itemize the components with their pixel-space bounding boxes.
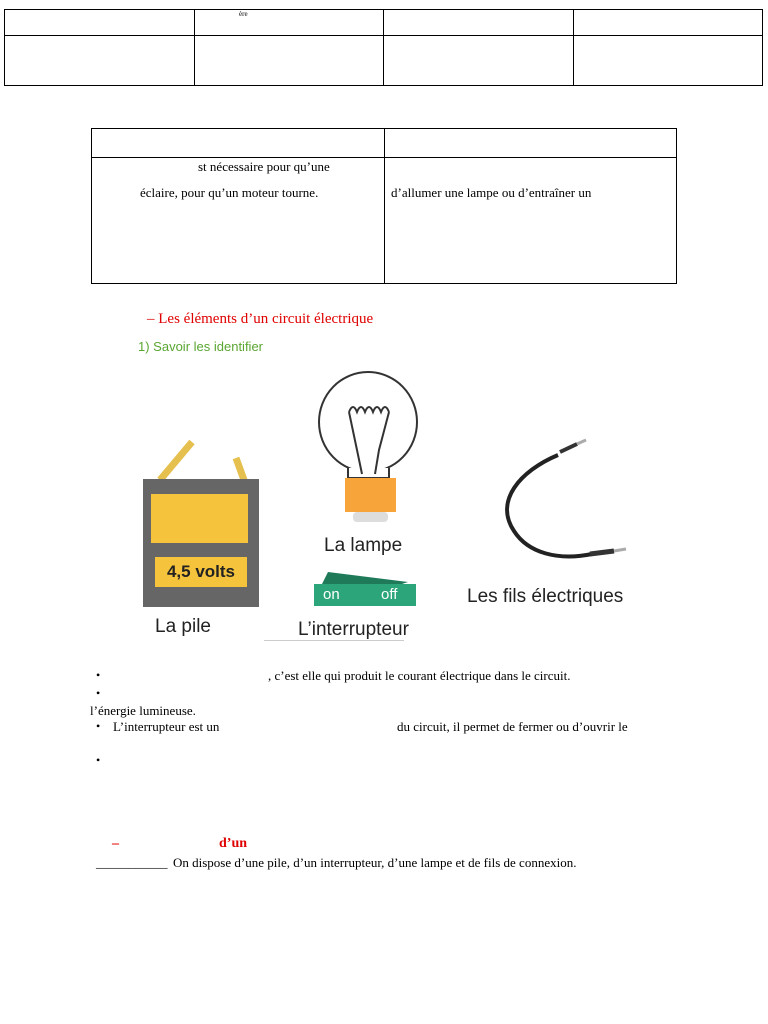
battery-voltage-text: 4,5 volts xyxy=(166,562,236,581)
definition-cell-right xyxy=(385,158,677,284)
header-cell xyxy=(5,10,195,36)
battery-terminal xyxy=(160,442,192,480)
wire-connector xyxy=(560,444,577,452)
lamp-label: La lampe xyxy=(324,535,403,556)
part2-title-fragment: d’un xyxy=(219,836,248,851)
header-cell xyxy=(194,36,384,86)
battery-label: La pile xyxy=(155,616,211,637)
superscript-text: ère xyxy=(239,10,248,18)
bullet-marker: • xyxy=(96,753,101,767)
bullet-marker: • xyxy=(96,686,101,700)
wires-label: Les fils électriques xyxy=(467,586,624,607)
wire-pin xyxy=(614,549,626,551)
bullet-text-3-end: du circuit, il permet de fermer ou d’ouvrir le xyxy=(397,719,628,734)
lamp-illustration xyxy=(313,370,423,530)
bullet-marker: • xyxy=(96,668,101,682)
wire-pin xyxy=(577,440,586,444)
wire-connector xyxy=(590,551,614,554)
definition-table xyxy=(91,128,677,284)
table-text-left-1: st nécessaire pour qu’une xyxy=(198,159,330,174)
definition-header-cell xyxy=(92,129,385,158)
wire-cable xyxy=(507,455,592,556)
lamp-tip xyxy=(353,512,388,522)
lamp-base xyxy=(345,478,396,512)
header-cell xyxy=(384,10,574,36)
bullet-marker: • xyxy=(96,719,101,733)
switch-lever xyxy=(322,572,408,584)
subsection-title: 1) Savoir les identifier xyxy=(138,339,263,354)
switch-off-text: off xyxy=(381,586,398,603)
part2-blank: ___________ xyxy=(96,855,168,870)
switch-label: L’interrupteur xyxy=(298,619,409,640)
header-cell xyxy=(573,10,763,36)
lamp-neck xyxy=(348,468,389,478)
battery-terminal xyxy=(236,458,244,480)
header-cell xyxy=(5,36,195,86)
definition-cell-left xyxy=(92,158,385,284)
switch-on-text: on xyxy=(323,586,340,603)
table-text-right-1: d’allumer une lampe ou d’entraîner un xyxy=(391,185,592,200)
header-cell xyxy=(384,36,574,86)
bullet-text-2: l’énergie lumineuse. xyxy=(90,703,196,718)
header-cell xyxy=(573,36,763,86)
part2-sentence: On dispose d’une pile, d’un interrupteur, d’une lampe et de fils de connexion. xyxy=(173,855,577,870)
definition-header-cell xyxy=(385,129,677,158)
part2-dash: – xyxy=(112,836,119,851)
table-text-left-2: éclaire, pour qu’un moteur tourne. xyxy=(140,185,319,200)
lamp-glass xyxy=(319,372,417,472)
header-cell xyxy=(194,10,384,36)
bullet-text-3-start: L’interrupteur est un xyxy=(113,719,220,734)
bullet-text-1: , c’est elle qui produit le courant électrique dans le circuit. xyxy=(268,668,571,683)
wires-illustration xyxy=(500,435,640,565)
section-title: – Les éléments d’un circuit électrique xyxy=(147,311,374,327)
header-table xyxy=(4,9,763,86)
battery-panel xyxy=(151,494,248,543)
